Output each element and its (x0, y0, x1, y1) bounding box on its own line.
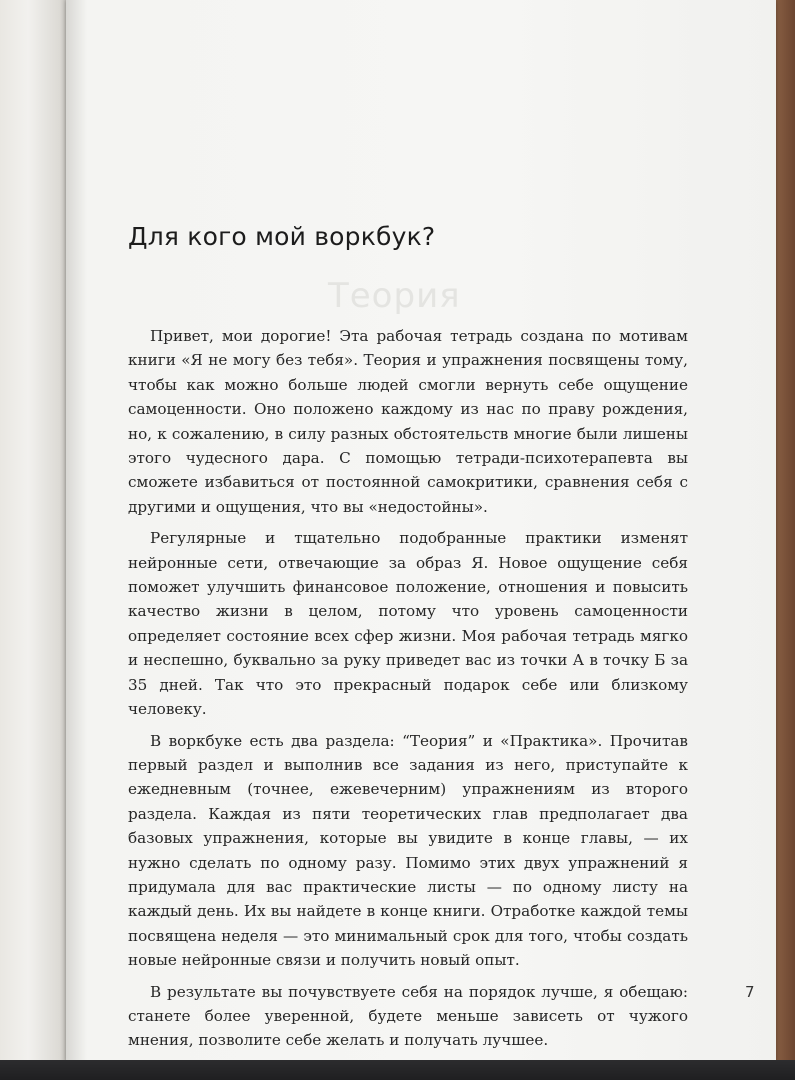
page-content (128, 0, 755, 1062)
body-text (128, 324, 688, 1060)
page-number: 7 (745, 983, 755, 1001)
paragraph: В воркбуке есть два раздела: “Теория” и «Практика». Прочитав первый раздел и выполнив все задания из него, приступайте к ежедневным (точнее, ежевечерним) упражнениям из второго раздела. Каждая из пяти теоретических глав предполагает два базовых упражнения, которые вы увидите в конце главы, — их нужно сделать по одному разу. Помимо этих двух упражнений я придумала для вас практические листы — по одному листу на каждый день. Их вы найдете в конце книги. Отработке каждой темы посвящена неделя — это минимальный срок для того, чтобы создать новые нейронные связи и получить новый опыт. (128, 731, 688, 970)
page-bottom-edge (0, 1060, 795, 1080)
book-page (66, 0, 776, 1062)
show-through-heading: Теория (328, 276, 461, 316)
paragraph: Привет, мои дорогие! Эта рабочая тетрадь создана по мотивам книги «Я не могу без тебя». Теория и упражнения посвящены тому, чтобы как можно больше людей смогли вернуть себе ощущение самоценности. Оно положено каждому из нас по праву рождения, но, к сожалению, в силу разных обстоятельств многие были лишены этого чудесного дара. С помощью тетради-психотерапевта вы сможете избавиться от постоянной самокритики, сравнения себя с другими и ощущения, что вы «недостойны». (128, 327, 688, 516)
paragraph: В результате вы почувствуете себя на порядок лучше, я обещаю: станете более уверенной, будете меньше зависеть от чужого мнения, позволите себе желать и получать лучшее. (128, 982, 688, 1050)
chapter-title: Для кого мой воркбук? (128, 222, 436, 251)
paragraph: Регулярные и тщательно подобранные практики изменят нейронные сети, отвечающие за образ Я. Новое ощущение себя поможет улучшить финансовое положение, отношения и повысить качество жизни в целом, потому что уровень самоценности определяет состояние всех сфер жизни. Моя рабочая тетрадь мягко и неспешно, буквально за руку приведет вас из точки А в точку Б за 35 дней. Так что это прекрасный подарок себе или близкому человеку. (128, 529, 688, 719)
adjacent-page-edge (0, 0, 70, 1080)
table-surface (775, 0, 795, 1080)
